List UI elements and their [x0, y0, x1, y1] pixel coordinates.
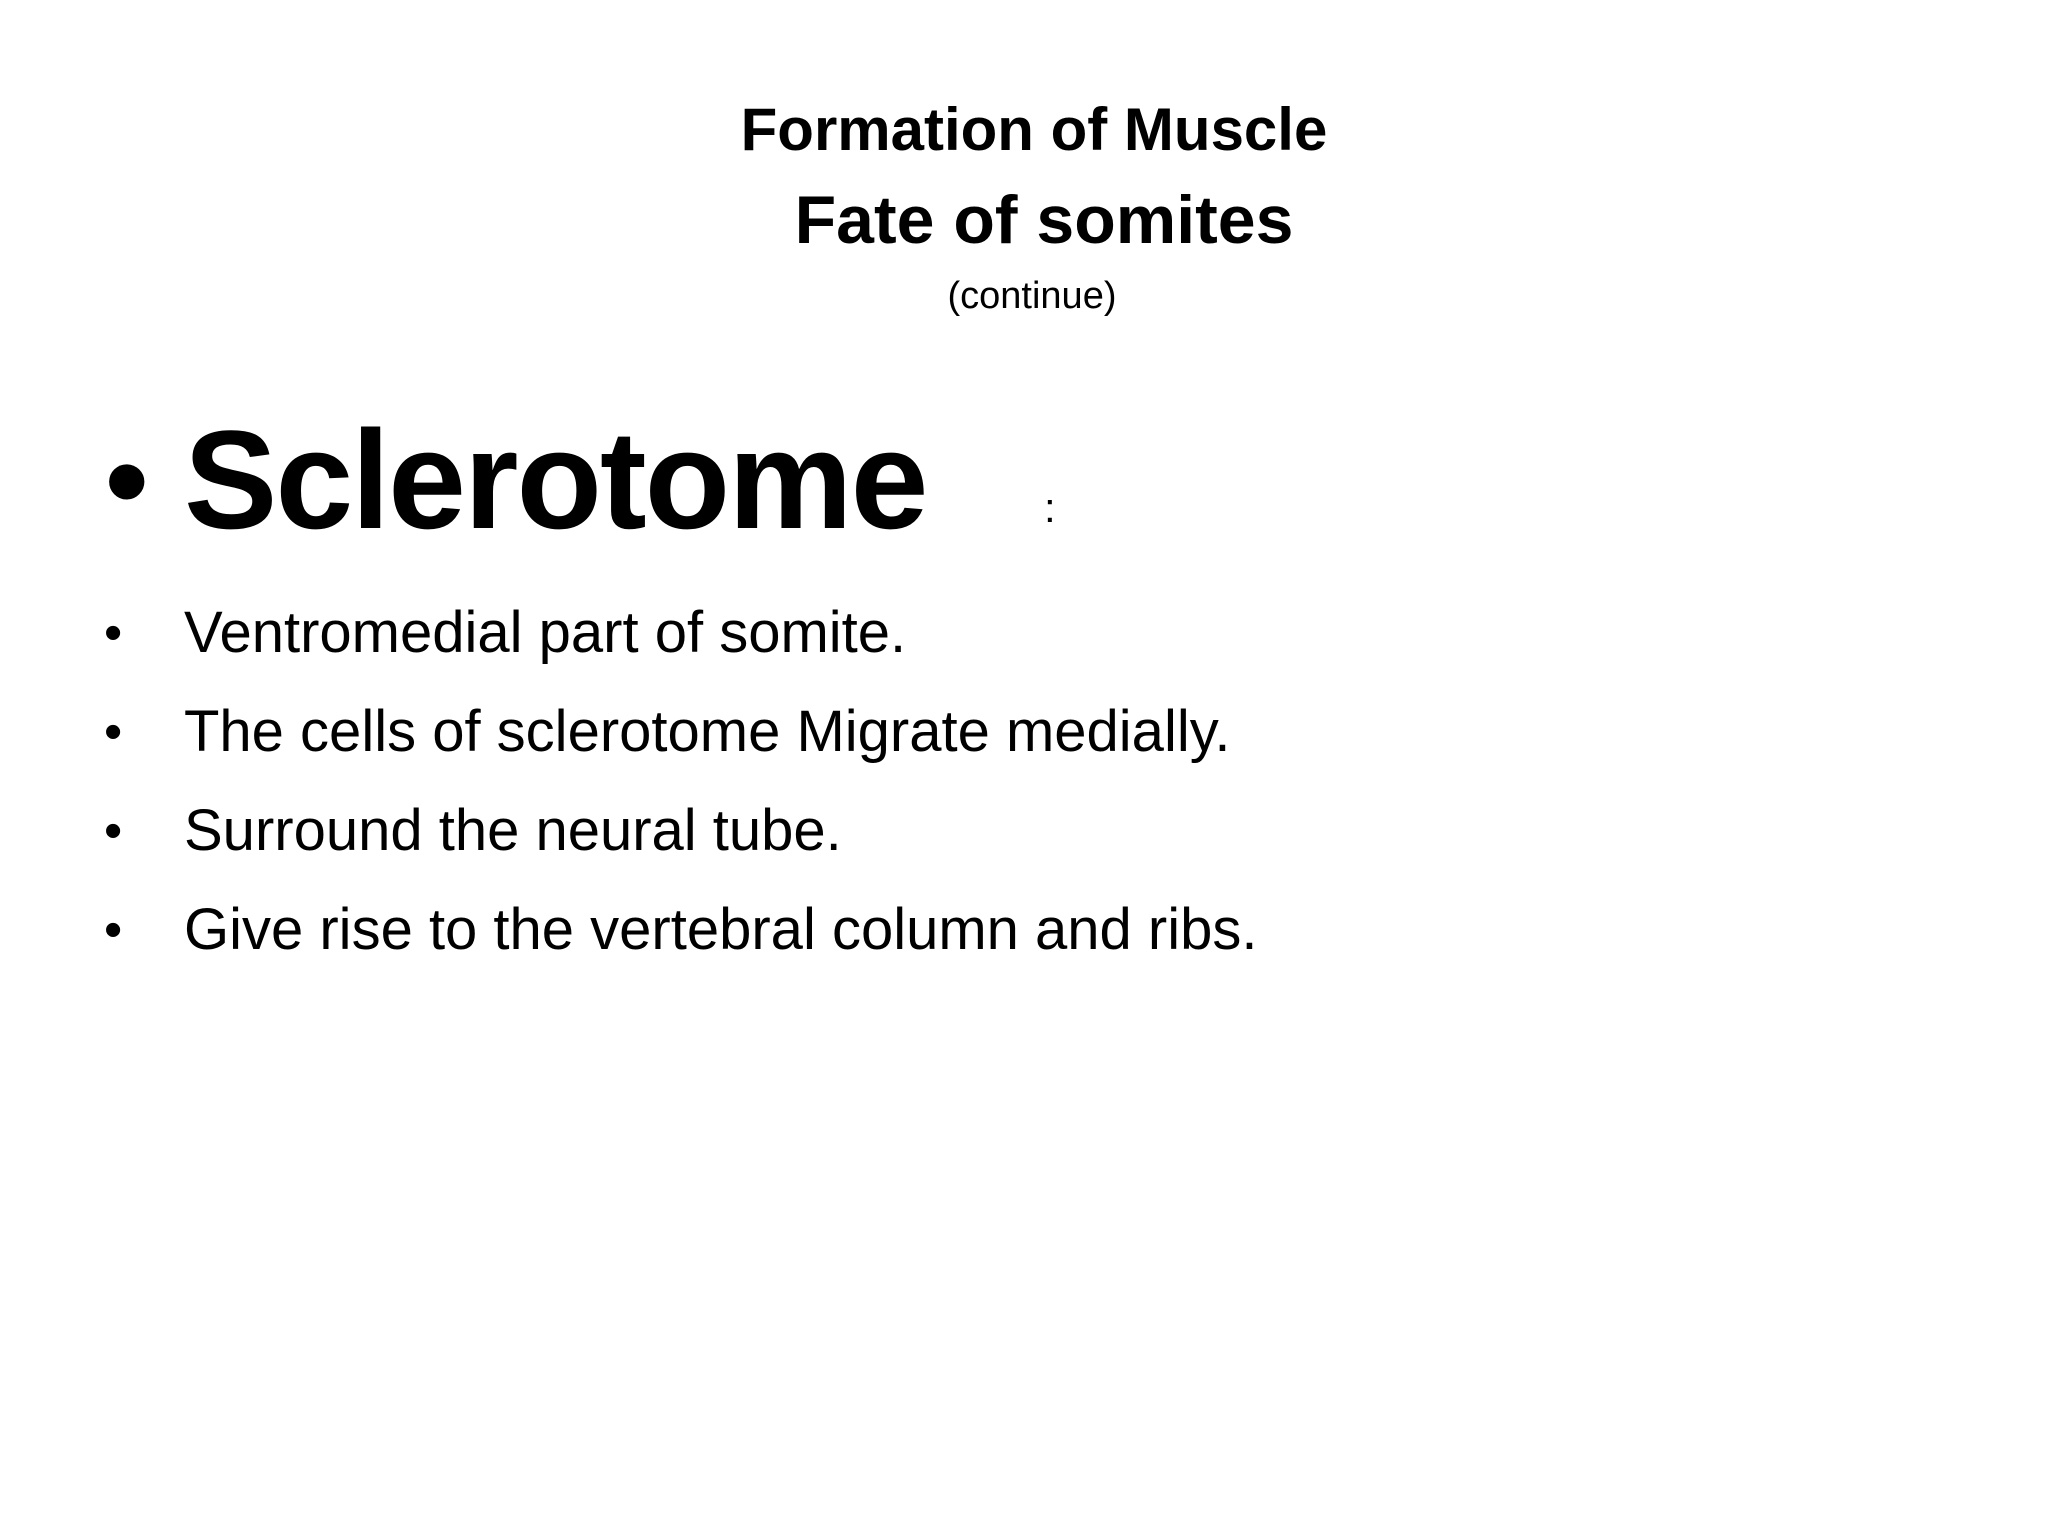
title-subtitle: Fate of somites — [794, 182, 1294, 258]
bullet-text: Ventromedial part of somite. — [184, 600, 907, 665]
heading-text: Sclerotome — [184, 401, 927, 558]
slide-title — [0, 88, 2048, 324]
title-main: Formation of Muscle — [740, 96, 1328, 163]
bullet-icon: • — [104, 901, 123, 959]
bullet-text: Surround the neural tube. — [184, 798, 842, 863]
bullet-icon: • — [104, 802, 123, 860]
bullet-text: The cells of sclerotome Migrate medially. — [184, 699, 1231, 764]
title-note: (continue) — [947, 275, 1117, 317]
heading-bullet-icon: • — [104, 407, 150, 553]
bullet-text: Give rise to the vertebral column and ribs. — [184, 897, 1258, 962]
bullet-icon: • — [104, 703, 123, 761]
bullet-icon: • — [104, 604, 123, 662]
heading-colon: : — [1044, 484, 1056, 531]
